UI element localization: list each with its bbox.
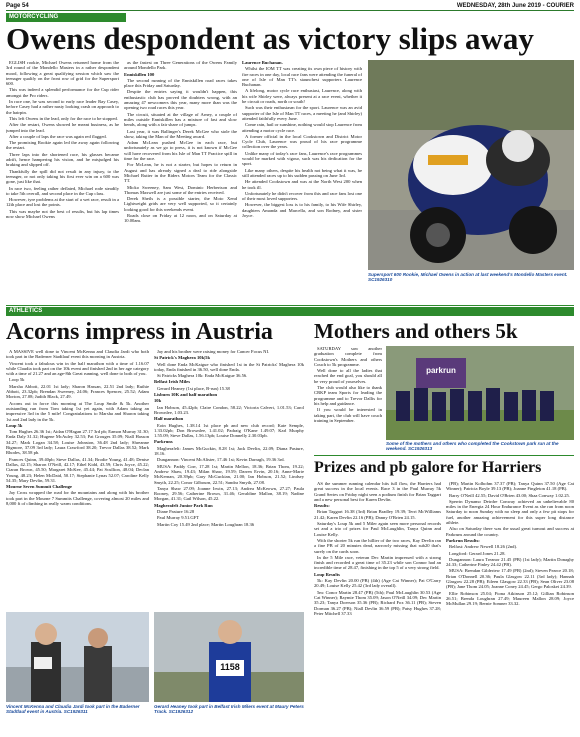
paragraph: Derek Sheils is a possible starter, the Moto Xend Lightweight grids are very well supported, so it certainly looking good for this weekends event. xyxy=(124,196,237,212)
paragraph: Well done to all the ladies that reached the end goal, you should all be very proud of yourselves. xyxy=(314,368,382,384)
parkrun-photo-caption: Some of the mothers and others who completed the Cookstown park run at the weekend. SC1926313 xyxy=(386,441,559,452)
prizes-column-2 xyxy=(446,481,574,731)
subheading: Loup 5k xyxy=(6,422,23,428)
paragraph: Jay Cross wrapped the road for the mountains and along with his brother took part in the Mourne 7 Summits Challenge, covering almost 20 miles and 8,000 ft of climbing in really warm conditions. xyxy=(6,490,149,507)
prizes-column-1 xyxy=(314,481,441,731)
subheading: 10k xyxy=(154,398,162,404)
paragraph: Ian Hobson, 45.42pb; Claire Condon, 58.22; Victoria Calvert, 1.01.53; Carol Brownlee, 1.03.23. xyxy=(154,404,304,415)
paragraph: Micko Sweeney, Sam West, Dominic Herbertson and Thomas Maxwell are just some of the entries received. xyxy=(124,184,237,195)
subheading: Parkrun Results: xyxy=(446,537,480,543)
paragraph: Diane Pasture 16.28 xyxy=(157,509,195,515)
runners-photo-caption: Vincent McKenna and Claudia Jardi took part in the Baderner Stadtlauf event in Austria. SC1926311 xyxy=(6,704,140,715)
acorns-column-1 xyxy=(6,349,149,609)
paragraph: However, tyre problems at the start of a wet race, result in a 12th place and lost the points. xyxy=(6,197,119,208)
paragraph: Adam McLean pushed McGee in each race, but unfortunately as we go to press, it is not known if McGee will have recovered from his Isle of Man TT Practice spill in time for the race. xyxy=(124,140,237,162)
subheading: Belfast Irish Miles xyxy=(154,379,190,385)
motorcycle-photo xyxy=(368,60,574,270)
paragraph: The promising Rookie again led the away again following the restart. xyxy=(6,140,119,151)
paragraph: The second running of the Enniskillen road races takes place this Friday and Saturday. xyxy=(124,77,237,89)
paragraph: Well done Enda McKaigue who finished 1st in the St Patricks' Maghera 10k today, Enda finished in 36.50, well done Enda. xyxy=(154,361,304,372)
motorcycle-photo-caption: Supersport 600 Rookie, Michael Owens in action at last weekend's Mondello Masters event. SC1926310 xyxy=(368,272,568,283)
mothers-headline: Mothers and others 5k xyxy=(314,319,518,343)
paragraph: 5m: Conor Martin 28.47 (PB) (5th); Paul McLaughlin 30.53 (Age Cat Winner); Raymie Thom 35.09; Jason O'Neill 34.09; Dec Martin 35.23; Tanya Doerson 35.36 (PB); Richard Fox 36.11 (PB); Steven Dorman 36.27 (PB); Niall Devlin 36.59 (PB); Patsy Hughes 37.28; Peter Mitchell 37.33 xyxy=(314,589,441,616)
paragraph: Martin Coy 15.49 2nd place; Martin Loughran 18.36 xyxy=(157,521,255,527)
paragraph: Acorns out in force this morning at The Loup Smile & 5k. Another outstanding run from Tom taking 1st yet again, with Adam taking an impressive 3rd in the 5 mile! Congratulations to Marsha and Sharon taking 1st and 2nd lady in the 5k. xyxy=(6,400,149,422)
paragraph: Roads close on Friday at 12 noon, and on Saturday at 10.00am. xyxy=(124,213,237,224)
paragraph: If you would be interested in taking part, the club will have couch training in September. xyxy=(314,407,382,423)
paragraph: EGLISH rookie, Michael Owens returned home from the 3rd round of the Mondello Masters in a rather despondent mood, following a great qualifying session which saw the teenager qualify on the front row of grid for the Supersport 600. xyxy=(6,60,119,87)
paragraph: Despite the entries saying it wouldn't happen, this enthusiastic club has proved the doubters wrong, with an amazing 47 newcomers this year, many more than was the opening two road races this year. xyxy=(124,89,237,111)
subheading: Half marathon xyxy=(154,416,184,422)
paragraph: Jay and his brother were raising money for Cancer Focus NI. xyxy=(157,349,270,354)
motorcycling-column-2 xyxy=(124,60,237,303)
runners-photo xyxy=(6,612,149,702)
paragraph: Come rain, hail or sunshine, nothing would stop Laurence from attending a motor cycle race. xyxy=(242,122,362,133)
paragraph: Dungannon: Laura Treanor 21.45 (PB) (1st lady); Martin Donaghy 24.33; Catherine Finley 24.42 (PB). xyxy=(446,556,574,568)
paragraph: 5k: Kay Devlin 20.00 (PB) (4th) (Age Cat Winner); Pat O'Carry 20.49; Louise Kelly 25.42 (3rd lady overall). xyxy=(314,578,441,589)
paragraph: MUSA: Brendan Gilderiew 17.49 (PB) (2nd); Steven Pearce 20.18; Brian O'Donnell 20.36; Paula Glasgow 22.11 (3rd lady); Hannah Glasgow 22.28 (PB); Eileen Glasgow 22.33 (PB); Sean Oliver 23.08 (PB); Jane Thom 24.05; Joanne Coney 24.45; Gergo Paloskei 24.39. xyxy=(446,568,574,590)
prizes-headline: Prizes and pb galore for Harriers xyxy=(314,459,542,476)
motorcycling-headline: Owens despondent as victory slips away xyxy=(6,22,534,56)
section-label-athletics: ATHLETICS xyxy=(6,307,574,316)
paragraph: as the fastest on Three Generations of the Owens Family around Mondello Park. xyxy=(124,60,237,71)
paragraph: Barry O'Neill 42.55; David O'Brien 43.00; Shaa Conway 1.02.25. xyxy=(449,492,570,498)
paragraph: The club would also like to thank CRKP team Sports for leading the programme and to Trevor Dallis for his help and guidance. xyxy=(314,385,382,406)
runner-photo-caption: Gerard Heaney took part in Belfast Irish Milers event at Maury Peters Track. SC1926312 xyxy=(154,704,304,715)
paragraph: A MASSIVE well done to Vincent McKenna and Claudia Jardi who both took part in the Baderner Stadtlauf event this morning in Austria. xyxy=(6,349,149,360)
paragraph: Three laps into the shortened race, his glasses became adrift, hence hampering his vision, and he misjudged his braking and slipped off. xyxy=(6,151,119,168)
paragraph: Loop 5k xyxy=(9,377,25,383)
paragraph: Whilst the IOM TT was creating its own piece of history with fire races in one day, local race fans were attending the funeral of one of Isle of Man TT's staunchest supporters Laurence Buchanan. xyxy=(242,66,362,88)
paragraph: Tom Hughes 26.36 1st; Aidan O'Hagan 27.17 3rd pb; Eamon Murray 31.30; Enda Daly 31.32; Hugene McAuley 32.53; Pat Grouges 35.09; Niall Hasson 34.27; Mark Logan 34.58; Louise Johnston, 36.48 2nd lady; Shreanne Bigmore, 37.09 3rd lady; Laura Crawford 38.20; Trevor Dallas 38.52; Mark Rhodes, 38.58 pb. xyxy=(6,429,149,456)
paragraph: After a couple of laps the race was again red flagged. xyxy=(9,133,107,139)
prizes-divider xyxy=(314,455,574,456)
paragraph: Brian Taggart 16.38 (3rd) Brian Bradley 19.39; Terri McWilliams 21.42; Karen Devlin 22.16 (PB); Danny O'Brien 24.15. xyxy=(314,509,441,520)
acorns-headline: Acorns impress in Austria xyxy=(6,319,273,345)
subheading: Lisburn 10K and half marathon xyxy=(154,392,218,398)
subheading: Loup Results xyxy=(314,571,340,577)
paragraph: Sperrin Dynamo Deirdre Conway achieved an unbelievable 80 miles in the Energia 24 Hour Endurance Event as she ran from noon Saturday to noon Sunday with no sleep and only a few pit stops for fuel, another amazing achievement for this super long distance athlete. xyxy=(446,498,574,526)
subheading: Parkruns xyxy=(154,439,173,445)
paragraph: SATURDAY saw another graduation complete from Cookstown's Mothers and others Couch to 5k programme. xyxy=(314,346,382,367)
runner-photo xyxy=(154,612,304,702)
paragraph: Paul Murray 9.51.GFT xyxy=(157,515,200,521)
paragraph: Longford: Gerard Jones 21.28. xyxy=(449,550,506,556)
page-header xyxy=(6,2,574,11)
subheading: Laurence Buchanan. xyxy=(242,60,283,65)
paragraph: Like many others, despite his health not being what it was, he still attended races up to his sudden passing on June 3rd. xyxy=(242,167,362,178)
paragraph: Tanya Shaw 27.09; Joanne Irwin, 27.13; Andrea McKeown, 27.27; Paula Rooney, 29.56; Catherine Brown, 31.46; Geraldine Mallon, 38.19; Nadine Morgan, 41.31; Gail Wilson, 45.22. xyxy=(154,485,304,502)
motorcycling-column-3 xyxy=(242,60,362,303)
subheading: Enniskillen 100 xyxy=(124,71,155,77)
paragraph: In race two, feeling rather deflated, Michael rode steadily to take 5th overall, and second place in the Cup class. xyxy=(6,185,119,196)
paragraph: For McLean, he is not a starter, but hopes to return in August and has already signed a deal to ride alongside Michael Rutter in the Riders Motors Team for the Classic TT. xyxy=(124,162,237,184)
parkrun-banner: parkrun xyxy=(426,366,456,375)
paragraph: Eoin Hughes, 1.38.14 1st place pb and new club record; Kate Semple, 1.33.02pb; Don Brownlee, 1.41.02; Padraig O'Kane 1.49.07; Karl Murphy 1.55.09; Steve Dallas, 1.56.13pb; Louise Donnelly 2.30.03pb. xyxy=(154,422,304,439)
paragraph: In race one, he was second to early race leader Ray Casey, before Casey had a rather nasty looking crash on approach to the hairpin. xyxy=(6,99,119,115)
paragraph: Marsha Abbott, 22.01 1st lady; Sharon Hassan, 22.51 2nd lady; Ruthie Abbott, 23.32pb; Brendan Sweeney, 24.06; Frances Spencer, 25.52; Adam Morton, 27.08; Judith Black, 27.49. xyxy=(6,383,149,400)
paragraph: The circuit, situated at the village of Arney, a couple of miles outside Enniskillen has a mixture of fast and slow bends, along with a fair share of jumps. xyxy=(124,111,237,128)
paragraph: After the restart, Owens showed he meant business, as he jumped into the lead. xyxy=(6,122,119,133)
paragraph: He attended Cookstown and was at the North West 200 when he took ill. xyxy=(242,179,362,190)
mothers-column xyxy=(314,346,382,446)
paragraph: St Patricks Maghera 10k: Enda McKaigue 36.56. xyxy=(157,373,248,379)
paragraph: A lifelong, motor cycle race enthusiast, Laurence, along with his wife Shirley were, always present at a race event, whether it be circuit or roads, north or south! xyxy=(242,88,362,105)
paragraph: This was maybe not the best of results, but his lap times now show Michael Owens xyxy=(6,208,119,220)
paragraph: Such was their enthusiasm for the sport. Laurence was an avid supporter of the Isle of Man TT races, a meeting he (and Shirley) attended faithfully every June. xyxy=(242,105,362,121)
subheading: St Patrick's Maghera 10k|5k xyxy=(154,355,211,361)
page-number: Page 54 xyxy=(6,3,29,9)
paragraph: Saturday's Loup 5k and 5 Miler again seen more personal records set and a trio of prizes for Paul McLaughlin, Tanya Quinn and Louise Kelly. xyxy=(314,521,441,537)
paragraph: Ellie Robinson 25.04; Fiona Atkinson 25.12; Gillian Robinson 26.51; Brenda Loughran 27.49; Maureen Mallon 28.09; Joyce McMullan 29.19; Bernie Somner 33.32. xyxy=(446,590,574,607)
paragraph: Last year, it was Ballinger's Derek McGee who stole the show, taking the Man of the Meeting award. xyxy=(124,128,237,139)
subheading: Mourne Seven Summit Challenge xyxy=(6,484,72,490)
paragraph: Magherafelt: James McGuckin, 8.28 1st; Jack Devlin, 22.09; Diana Pasture, 18.16. xyxy=(154,445,304,457)
section-divider xyxy=(6,305,574,306)
motorcycling-column-1 xyxy=(6,60,119,303)
paragraph: AS the summer running calendar hits full flow, the Harriers had great success in the local events. Race 3 in the Paul Murray 5k Grand Series on Friday night seen a podium finish for Brian Taggart and a new personal best for Karen Devlin. xyxy=(314,481,441,502)
section-label-motorcycling: MOTORCYCLING xyxy=(6,13,126,22)
acorns-column-2 xyxy=(154,349,304,609)
paragraph: A former official in the local Cookstown and District Motor Cycle Club, Laurence was proud of his race programme collection over the years. xyxy=(242,133,362,150)
paragraph: With the shorter 5k run the hillier of the two races, Kay Devlin ran a fine PB of 20 minutes dead, narrowly missing that sub20 that's surely on the cards soon. xyxy=(314,537,441,554)
subheading: Magherafelt Junior Park Run xyxy=(154,502,213,508)
subheading: Results: xyxy=(314,503,330,509)
paragraph: This was indeed a splendid performance for the Cup rider amongst the Pro riders. xyxy=(6,87,119,98)
paragraph: Belfast: Andrew Newell 18.26 (2nd). xyxy=(449,544,518,550)
paragraph: MUSA: Paddy Corr, 17.28 1st; Martin Mellon, 18.36; Brian Thom, 19.22; Andrew Shaw, 19.43; Milan Shaw, 19.59; Darren Ervin, 20.16; Anne-Marie McKernan, 20.39pb; Gary McGuckian, 21.00; Ian Hobson, 21.52; Lindsey Smyth, 22.25; Conor Gilbourn, 22.51; Sandra Smyth, 27.08. xyxy=(154,463,304,485)
parkrun-group-photo xyxy=(386,346,574,440)
paragraph: Unfortunately he didn't recover from this and race fans lost one of their most loved supporters. xyxy=(242,190,362,202)
paragraph: However, the biggest loss is to his family, to his Wife Shirley, daughters Amanda and Marcella, and son Rodney, and sister Joyce. xyxy=(242,202,362,219)
paragraph: Frances Quinn, 39.40pb; Steve Dallas, 41.34; Brodie Young, 41.48; Denise Dallas, 42.15; Sharon O'Neill, 42.17; Ethel Kidd, 43.59; Chris Joyce, 45.22; Ciaran Brown, 45.50; Margaret McKee, 45.44; Pat Scullion, 48.04; Declan Young, 48.23; Helen McDaid, 50.17; Stephanie Lynas 52.07; Caroline Kelly 54.35; Mary Devlin, 59.31. xyxy=(6,456,149,483)
race-bib-number: 1158 xyxy=(220,662,240,672)
paragraph: Thankfully the spill did not result in any injury, to the teenager, or not only taking his first ever win on a 600 was gone, just like that. xyxy=(6,168,119,185)
paragraph: Gerard Heaney (1st place, B-run) 15.38 xyxy=(157,385,230,391)
paragraph: In the 5 Mile race, veteran Dec Martin impressed with a strong finish and recorded a great time of 35.23 while son Connor had an incredible time of 28.47, finishing in the top 5 of a very strong field. xyxy=(314,554,441,571)
paragraph: Dungannon: Vincent McAlister, 17.46 1st; Kevin Darragh, 19.36 3rd. xyxy=(157,457,285,463)
page-date: WEDNESDAY, 28th June 2019 - COURIER xyxy=(456,3,574,9)
paragraph: Unlike many of today's race fans, Laurence's race programmes would be marked with vigour, such was his dedication for the sport. xyxy=(242,150,362,167)
paragraph: (PB); Martin Kolbohm 37.37 (PB); Tanya Quinn 37.50 (Age Cat Winner); Patricia Boyle 39.13 (PB); Joanne Fingleton 41.18 (PB). xyxy=(446,481,574,492)
paragraph: This left Owens in the lead, only for the race to be stopped. xyxy=(9,115,118,121)
paragraph: Also on Saturday there was the usual great turnout and success at Parkruns around the country. xyxy=(446,526,574,537)
paragraph: Vincent took a fabulous win in the half marathon with a time of 1.16.07 while Claudia took part on the 10k event and finished 2nd in her age category with a time of 21.27 and an age-8th Great running, well done to both of you. xyxy=(6,360,149,377)
